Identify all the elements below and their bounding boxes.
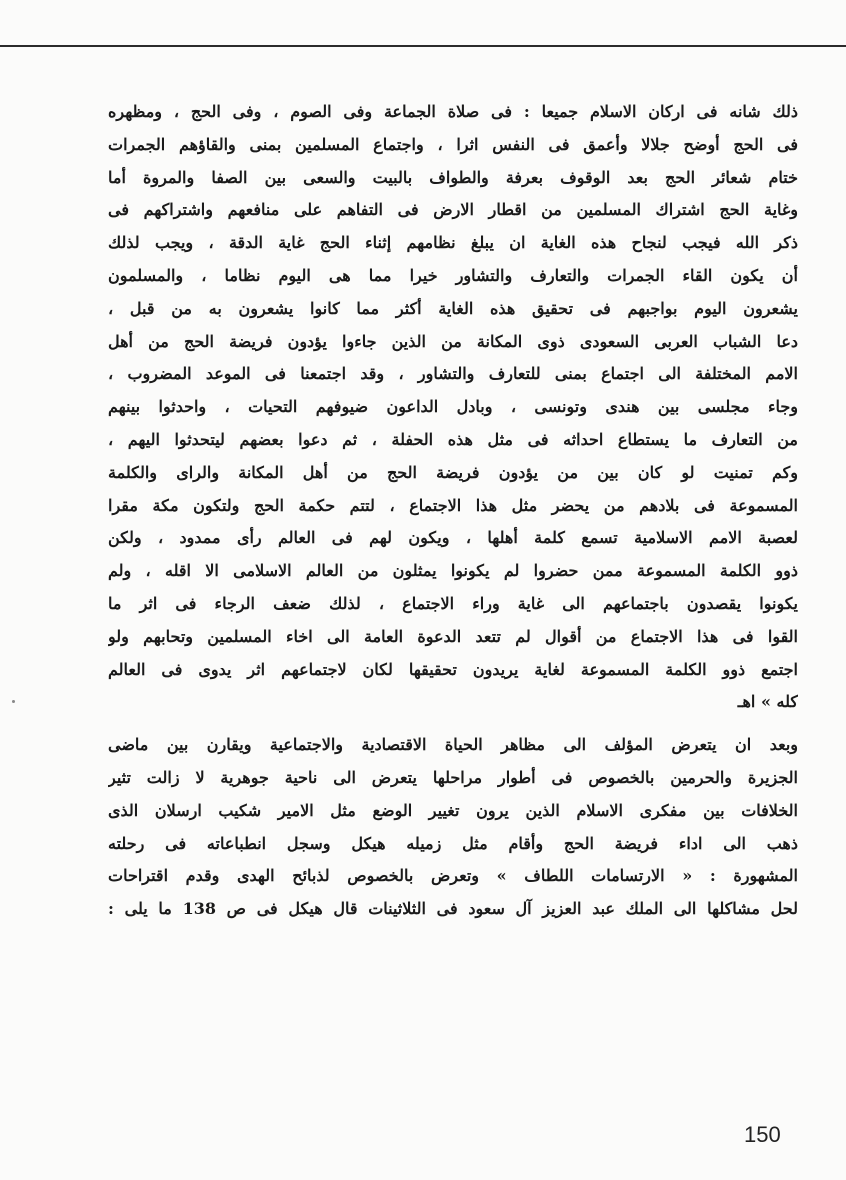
- text-line: ذهب الى اداء فريضة الحج وأقام مثل زميله هيكل وسجل انطباعاته فى رحلته: [108, 833, 798, 853]
- text-line: الامم المختلفة الى اجتماع بمنى للتعارف والتشاور ، وقد اجتمعنا فى الموعد المضروب ،: [108, 364, 798, 384]
- text-line: فى الحج أوضح جلالا وأعمق فى النفس اثرا ، واجتماع المسلمين بمنى والقاؤهم الجمرات: [108, 134, 798, 154]
- text-line: لحل مشاكلها الى الملك عبد العزيز آل سعود فى الثلاثينات قال هيكل فى ص 138 ما يلى :: [108, 899, 798, 919]
- text-line: وبعد ان يتعرض المؤلف الى مظاهر الحياة الاقتصادية والاجتماعية ويقارن بين ماضى: [108, 735, 798, 755]
- text-line: لعصبة الامم الاسلامية تسمع كلمة أهلها ، ويكون لهم فى العالم رأى ممدود ، ولكن: [108, 528, 798, 548]
- text-line: ذكر الله فيجب لنجاح هذه الغاية ان يبلغ نظامهم إثناء الحج غاية الدقة ، ويجب لذلك: [108, 233, 798, 253]
- text-line: يكونوا يقصدون باجتماعهم الى غاية وراء الاجتماع ، لذلك ضعف الرجاء فى اثر ما: [108, 593, 798, 613]
- text-line: المشهورة : « الارتسامات اللطاف » وتعرض بالخصوص لذبائح الهدى وقدم اقتراحات: [108, 866, 798, 886]
- text-line: الخلافات بين مفكرى الاسلام الذين يرون تغيير الوضع مثل الامير شكيب ارسلان الذى: [108, 800, 798, 820]
- text-line: كله » اهـ: [737, 692, 798, 712]
- text-line: من التعارف ما يستطاع احداثه فى مثل هذه الحفلة ، ثم دعوا بعضهم ليتحدثوا اليهم ،: [108, 429, 798, 449]
- text-line: وجاء مجلسى بين هندى وتونسى ، وبادل الداعون ضيوفهم التحيات ، واحدثوا بينهم: [108, 397, 798, 417]
- text-line: اجتمع ذوو الكلمة المسموعة لغاية يريدون تحقيقها لكان لاجتماعهم اثر يدوى فى العالم: [108, 659, 798, 679]
- text-line: المسموعة فى بلادهم من يحضر مثل هذا الاجتماع ، لتتم حكمة الحج ولتكون مكة مقرا: [108, 495, 798, 515]
- text-line: ذوو الكلمة المسموعة ممن حضروا لم يكونوا يمثلون من العالم الاسلامى الا اقله ، ولم: [108, 561, 798, 581]
- text-line: ختام شعائر الحج بعد الوقوف بعرفة والطواف بالبيت والسعى بين الصفا والمروة أما: [108, 167, 798, 187]
- scan-speck: [12, 700, 15, 703]
- text-line: أن يكون القاء الجمرات والتعارف والتشاور خيرا مما هى اليوم نظاما ، والمسلمون: [108, 265, 798, 285]
- text-line: القوا فى هذا الاجتماع من أقوال لم تتعد الدعوة العامة الى اخاء المسلمين وتحابهم ولو: [108, 626, 798, 646]
- paragraph-commentary: [108, 729, 798, 926]
- text-line: الجزيرة والحرمين بالخصوص فى أطوار مراحلها يتعرض الى ناحية جوهرية لا زالت تثير: [108, 767, 798, 787]
- page-number: 150: [744, 1122, 781, 1147]
- text-line: ذلك شانه فى اركان الاسلام جميعا : فى صلاة الجماعة وفى الصوم ، وفى الحج ، ومظهره: [108, 102, 798, 121]
- page-body: [108, 96, 798, 926]
- text-line: يشعرون اليوم بواجبهم فى تحقيق هذه الغاية أكثر مما كانوا يشعرون به من قبل ،: [108, 298, 798, 318]
- header-rule: [0, 45, 846, 47]
- text-line: وكم تمنيت لو كان بين من يؤدون فريضة الحج من أهل المكانة والراى والكلمة: [108, 462, 798, 482]
- paragraph-quote: [108, 96, 798, 719]
- paragraph-gap: [108, 719, 798, 729]
- text-line: وغاية الحج اشتراك المسلمين من اقطار الارض فى التفاهم على منافعهم واشتراكهم فى: [108, 200, 798, 220]
- text-line: دعا الشباب العربى السعودى ذوى المكانة من الذين جاءوا يؤدون فريضة الحج من أهل: [108, 331, 798, 351]
